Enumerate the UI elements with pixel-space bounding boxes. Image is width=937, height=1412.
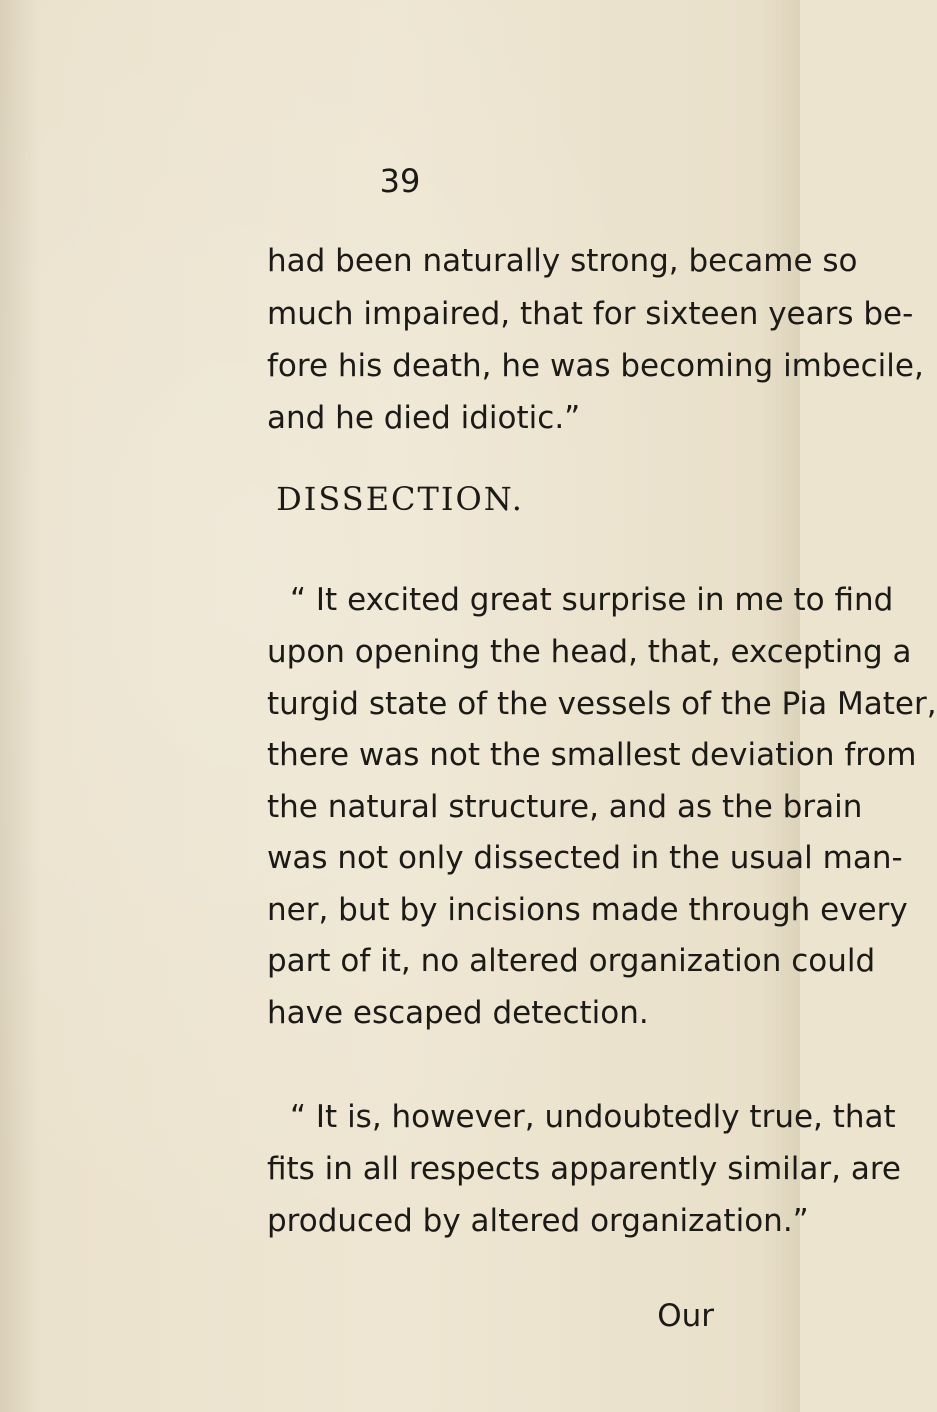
- text-line: and he died idiotic.”: [267, 400, 581, 436]
- text-line: ner, but by incisions made through every: [267, 892, 908, 928]
- text-line: turgid state of the vessels of the Pia Mater,: [267, 686, 937, 722]
- text-line: had been naturally strong, became so: [267, 243, 858, 279]
- page-number: 39: [379, 162, 421, 200]
- text-line: fits in all respects apparently similar, are: [267, 1151, 901, 1187]
- text-line: was not only dissected in the usual man-: [267, 840, 903, 876]
- text-line: fore his death, he was becoming imbecile,: [267, 348, 924, 384]
- text-line: upon opening the head, that, excepting a: [267, 634, 912, 670]
- text-line: have escaped detection.: [267, 995, 649, 1031]
- text-line: the natural structure, and as the brain: [267, 789, 863, 825]
- text-line: part of it, no altered organization could: [267, 943, 876, 979]
- text-line: produced by altered organization.”: [267, 1203, 809, 1239]
- text-line: “ It excited great surprise in me to find: [290, 582, 894, 618]
- text-line: there was not the smallest deviation from: [267, 737, 917, 773]
- section-heading: DISSECTION.: [276, 480, 524, 518]
- text-line: “ It is, however, undoubtedly true, that: [290, 1099, 896, 1135]
- text-line: much impaired, that for sixteen years be-: [267, 296, 914, 332]
- catchword: Our: [657, 1298, 714, 1334]
